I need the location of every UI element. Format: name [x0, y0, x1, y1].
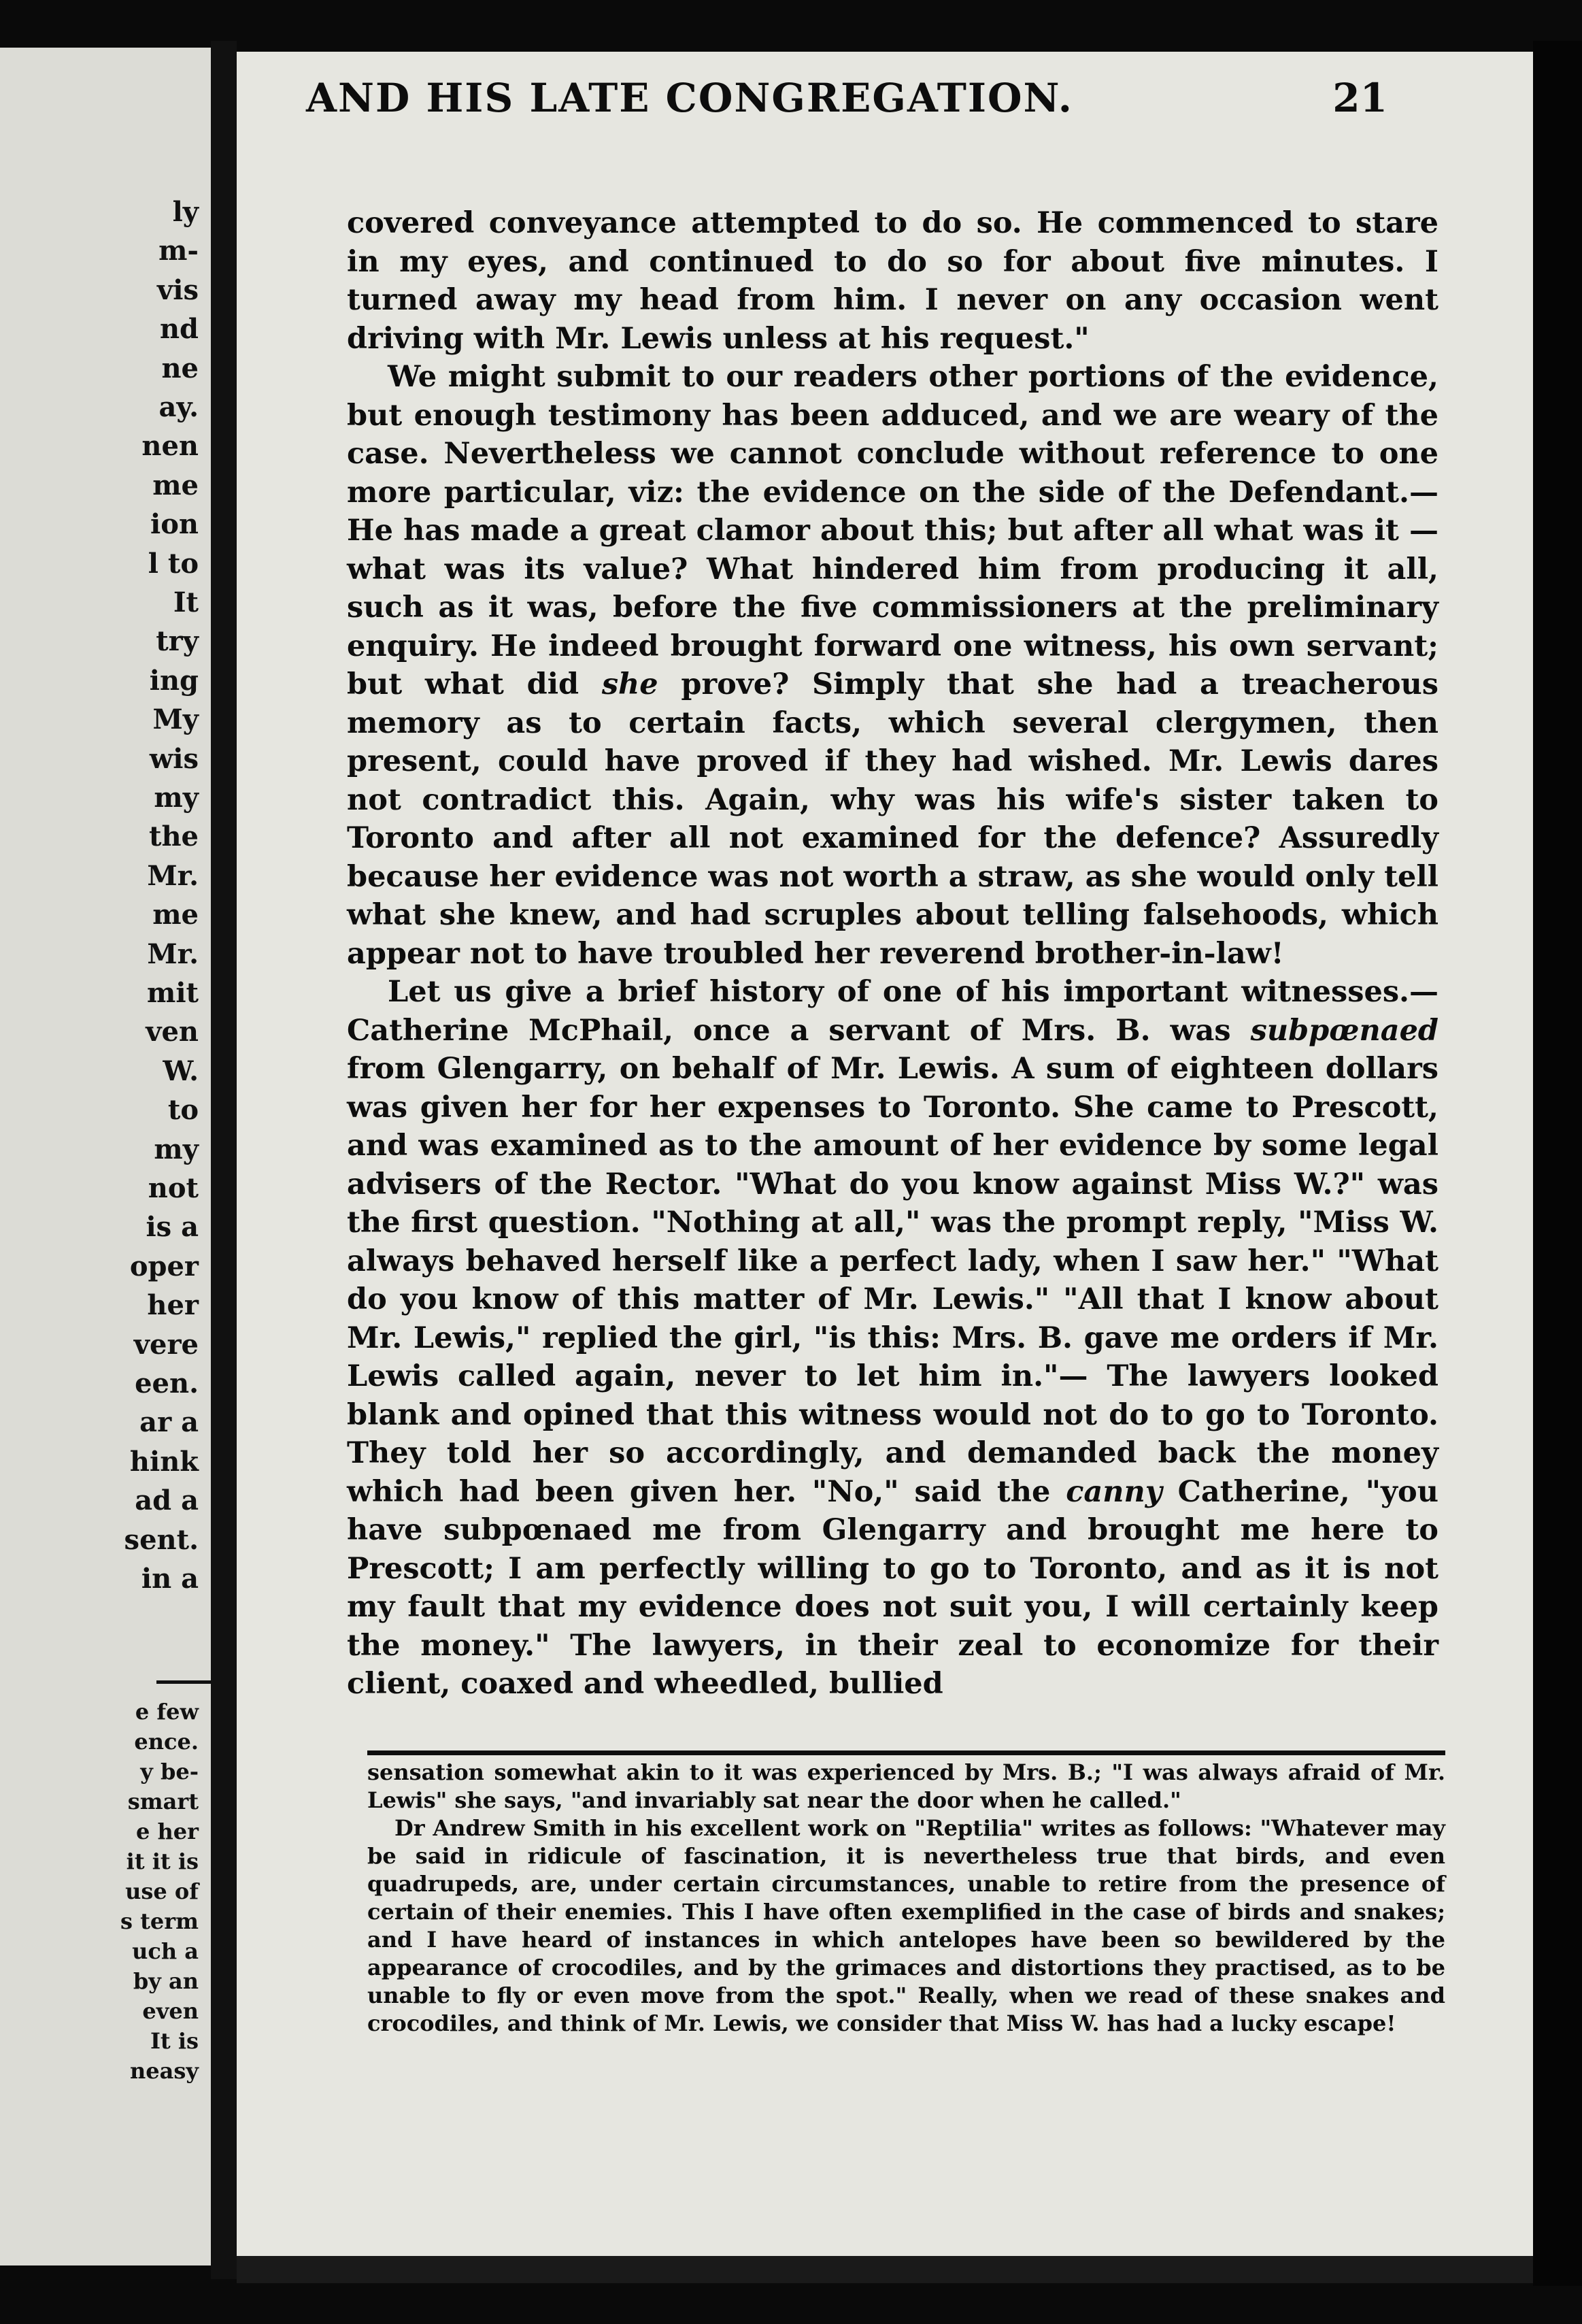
footnote-paragraph-2: Dr Andrew Smith in his excellent work on "Reptilia" writes as follows: "Whatever may be said in ridicule of fascination, it is nevertheless true that birds, and even quadrupeds, are, under certain circumstances, unable to retire from the presence of certain of their enemies. This I have often exemplified in the case of birds and snakes; and I have heard of instances in which antelopes have been so bewildered by the appearance of crocodiles, and by the grimaces and distortions they practised, as to be unable to fly or even move from the spot." Really, when we read of these snakes and crocodiles, and think of Mr. Lewis, we consider that Miss W. has had a lucky escape! [367, 1815, 1445, 2036]
facing-page-fragment: ad a [135, 1484, 199, 1517]
emphasis-she: she [601, 667, 658, 701]
running-title: AND HIS LATE CONGREGATION. [306, 75, 1074, 121]
facing-page-fragment: my [154, 782, 199, 814]
emphasis-subpoenaed: subpœnaed [1250, 1013, 1438, 1048]
facing-page-footnote-fragment: neasy [130, 2058, 199, 2084]
facing-page-footnote-fragment: e her [136, 1819, 199, 1844]
facing-page-fragment: hink [129, 1445, 199, 1478]
facing-page-footnote-fragment: even [142, 1998, 199, 2024]
facing-page-fragment: ay. [158, 391, 199, 423]
book-gutter [211, 41, 237, 2279]
page-header [306, 75, 1387, 136]
facing-page-fragment: ion [150, 508, 199, 541]
footnote [367, 1759, 1445, 2038]
facing-page-fragment: her [147, 1289, 199, 1322]
paragraph-2: We might submit to our readers other portions of the evidence, but enough testimony has been adduced, and we are weary of the case. Nevertheless we cannot conclude without reference to one more particular, viz: the evidence on the side of the Defendant.— He has made a great clamor about this; but after all what was it —what was its value? What hindered him from producing it all, such as it was, before the five commissioners at the preliminary enquiry. He indeed brought forward one witness, his own servant; but what did she prove? Simply that she had a treacherous memory as to certain facts, which several clergymen, then present, could have proved if they had wished. Mr. Lewis dares not contradict this. Again, why was his wife's sister taken to Toronto and after all not examined for the defence? Assuredly because her evidence was not worth a straw, as she would only tell what she knew, and had scruples about telling falsehoods, which appear not to have troubled her reverend brother-in-law! [347, 360, 1438, 971]
facing-page-footnote-fragment: It is [150, 2028, 199, 2054]
page-bottom-edge [237, 2256, 1533, 2283]
facing-page-fragment: ar a [139, 1406, 199, 1439]
facing-page-fragment: ne [161, 352, 199, 384]
facing-page-fragment: een. [135, 1367, 199, 1399]
facing-page-fragment: me [152, 469, 199, 501]
facing-page-fragment: W. [163, 1055, 199, 1087]
facing-page-fragment: mit [147, 977, 199, 1009]
facing-page-footnote-fragment: smart [127, 1789, 199, 1814]
facing-page-footnote-fragment: uch a [132, 1938, 199, 1964]
facing-page-footnote-fragment: ence. [134, 1729, 199, 1755]
footnote-paragraph-1: sensation somewhat akin to it was experienced by Mrs. B.; "I was always afraid of Mr. Lewis" she says, "and invariably sat near the door when he called." [367, 1759, 1445, 1813]
facing-page-fragment: me [152, 899, 199, 931]
facing-page-fragment: nd [159, 313, 199, 346]
facing-page-strip [0, 48, 211, 2265]
facing-page-footnote-fragment: s term [120, 1908, 199, 1934]
facing-page-footnote-fragment: e few [135, 1699, 199, 1725]
facing-page-fragment: not [148, 1172, 199, 1204]
facing-page-fragment: the [148, 820, 199, 853]
facing-page-fragment: my [154, 1133, 199, 1165]
facing-page-fragment: is a [146, 1211, 199, 1244]
facing-page-fragment: Mr. [147, 937, 199, 970]
facing-page-footnote-fragment: use of [125, 1878, 199, 1904]
facing-page-fragment: Mr. [147, 859, 199, 892]
facing-page-fragment: oper [129, 1250, 199, 1282]
facing-page-fragment: m- [158, 235, 199, 267]
facing-page-fragment: My [152, 703, 199, 736]
facing-page-footnote-fragment: by an [133, 1968, 199, 1994]
facing-page-fragment: It [173, 586, 199, 618]
facing-page-fragment: vere [133, 1328, 199, 1361]
facing-page-footnote-fragment: y be- [140, 1759, 199, 1784]
emphasis-canny: canny [1066, 1474, 1162, 1509]
body-text [347, 204, 1438, 1704]
footnote-rule [367, 1750, 1445, 1755]
facing-page-fragment: to [167, 1094, 199, 1127]
facing-page-fragment: ly [172, 196, 199, 228]
paragraph-1: covered conveyance attempted to do so. He commenced to stare in my eyes, and continued to do so for about five minutes. I turned away my head from him. I never on any occasion went driving with Mr. Lewis unless at his request." [347, 206, 1438, 356]
paragraph-3: Let us give a brief history of one of his important witnesses.— Catherine McPhail, once a servant of Mrs. B. was subpœnaed from Glengarry, on behalf of Mr. Lewis. A sum of eighteen dollars was given her for her expenses to Toronto. She came to Prescott, and was examined as to the amount of her evidence by some legal advisers of the Rector. "What do you know against Miss W.?" was the first question. "Nothing at all," was the prompt reply, "Miss W. always behaved herself like a perfect lady, when I saw her." "What do you know of this matter of Mr. Lewis." "All that I know about Mr. Lewis," replied the girl, "is this: Mrs. B. gave me orders if Mr. Lewis called again, never to let him in."— The lawyers looked blank and opined that this witness would not do to go to Toronto. They told her so accordingly, and demanded back the money which had been given her. "No," said the canny Catherine, "you have subpœnaed me from Glengarry and brought me here to Prescott; I am perfectly willing to go to Toronto, and as it is not my fault that my evidence does not suit you, I will certainly keep the money." The lawyers, in their zeal to economize for their client, coaxed and wheedled, bullied [347, 975, 1438, 1701]
facing-page-fragment: wis [149, 742, 199, 775]
facing-page-fragment: l to [148, 547, 199, 580]
facing-page-fragment: try [156, 625, 199, 658]
facing-page-fragment: in a [141, 1563, 199, 1595]
facing-page-fragment: nen [141, 430, 199, 463]
facing-page-fragment: sent. [124, 1523, 199, 1556]
facing-page-footnote-fragment: it it is [126, 1848, 199, 1874]
page-number: 21 [1332, 75, 1387, 121]
facing-page-fragment: ing [149, 664, 199, 697]
facing-page-fragment: vis [157, 273, 199, 306]
facing-page-fragment: ven [146, 1016, 199, 1048]
scan-right-edge [1533, 41, 1582, 2286]
facing-page-rule [156, 1680, 211, 1684]
